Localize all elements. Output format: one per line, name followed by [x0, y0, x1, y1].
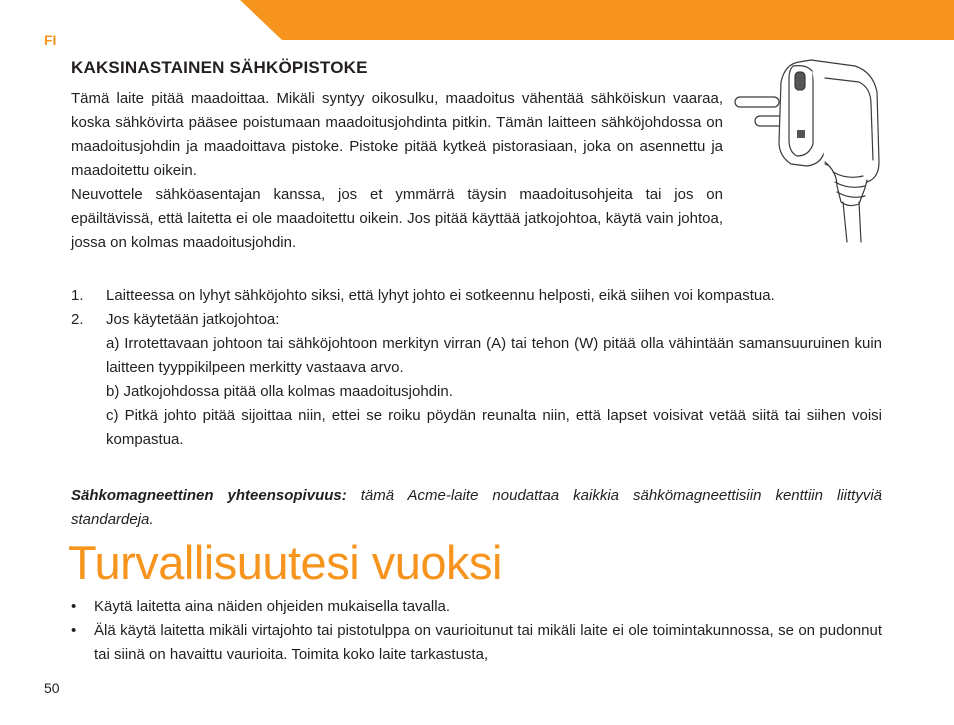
list-item [71, 284, 882, 308]
list-item-text: Laitteessa on lyhyt sähköjohto siksi, että lyhyt johto ei sotkeennu helposti, eikä siihen voi kompastua. [106, 287, 775, 304]
bullet-icon: • [71, 622, 77, 639]
intro-paragraph: Tämä laite pitää maadoittaa. Mikäli syntyy oikosulku, maadoitus vähentää sähköiskun vaaraa, koska sähkövirta pääsee poistumaan maadoitusjohdinta pitkin. Tämän laitteen sähköjohdossa on maadoitusjohdin ja maadoittava pistoke. Pistoke pitää kytkeä pistorasiaan, joka on asennettu ja maadoitettu oikein. [71, 90, 723, 179]
bullet-text: Käytä laitetta aina näiden ohjeiden mukaisella tavalla. [94, 598, 451, 615]
list-number: 1. [71, 287, 84, 304]
page-number: 50 [44, 680, 60, 696]
bullet-text: Älä käytä laitetta mikäli virtajohto tai pistotulppa on vaurioitunut tai mikäli laite ei ole toimintakunnossa, se on pudonnut tai siinä on havaittu vaurioita. Toimita koko laite tarkastusta, [94, 622, 882, 663]
sub-list [106, 332, 882, 452]
numbered-list [71, 284, 882, 452]
intro-paragraph: Neuvottele sähköasentajan kanssa, jos et ymmärrä täysin maadoitusohjeita tai jos on epäiltävissä, että laitetta ei ole maadoitettu oikein. Jos pitää käyttää jatkojohtoa, käytä vain johtoa, jossa on kolmas maadoitusjohdin. [71, 186, 723, 251]
grounded-plug-icon [733, 52, 891, 244]
emc-statement [71, 484, 882, 532]
bullet-icon: • [71, 598, 77, 615]
emc-label: Sähkomagneettinen yhteensopivuus: [71, 487, 347, 504]
list-item [71, 619, 882, 667]
sub-list-item: a) Irrotettavaan johtoon tai sähköjohtoon merkityn virran (A) tai tehon (W) pitää olla vähintään samansuuruinen kuin laitteen tyyppikilpeen merkitty vastaava arvo. [106, 335, 882, 376]
safety-bullet-list [71, 595, 882, 667]
intro-text [71, 87, 723, 255]
list-item-text: Jos käytetään jatkojohtoa: [106, 311, 280, 328]
list-item [71, 595, 882, 619]
list-item [71, 308, 882, 452]
language-tag: FI [44, 32, 57, 48]
emc-text: tämä Acme-laite noudattaa kaikkia sähkömagneettisiin kenttiin liittyviä standardeja. [71, 487, 882, 528]
header-orange-band [0, 0, 954, 40]
safety-title: Turvallisuutesi vuoksi [68, 536, 502, 589]
sub-list-item: b) Jatkojohdossa pitää olla kolmas maadoitusjohdin. [106, 383, 453, 400]
sub-list-item: c) Pitkä johto pitää sijoittaa niin, ettei se roiku pöydän reunalta niin, että lapset voisivat vetää siitä tai siihen voisi kompastua. [106, 407, 882, 448]
list-number: 2. [71, 311, 84, 328]
section-heading: KAKSINASTAINEN SÄHKÖPISTOKE [71, 58, 368, 77]
